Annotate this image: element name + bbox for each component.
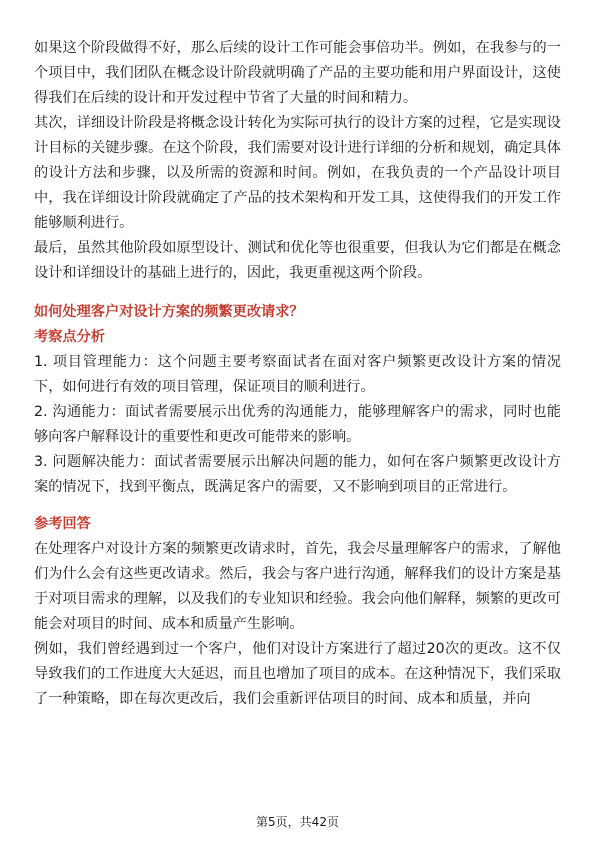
analysis-item: 1. 项目管理能力：这个问题主要考察面试者在面对客户频繁更改设计方案的情况下，如何进行有效的项目管理，保证项目的顺利进行。 xyxy=(34,354,561,395)
analysis-item: 3. 问题解决能力：面试者需要展示出解决问题的能力，如何在客户频繁更改设计方案的情况下，找到平衡点，既满足客户的需要，又不影响到项目的正常进行。 xyxy=(34,454,561,495)
answer-heading: 参考回答 xyxy=(34,516,91,532)
analysis-heading: 考察点分析 xyxy=(34,329,105,345)
question-heading: 如何处理客户对设计方案的频繁更改请求？ xyxy=(34,304,304,320)
intro-paragraph: 其次，详细设计阶段是将概念设计转化为实际可执行的设计方案的过程，它是实现设计目标的关键步骤。在这个阶段，我们需要对设计进行详细的分析和规划，确定具体的设计方法和步骤，以及所需的资源和时间。例如，在我负责的一个产品设计项目中，我在详细设计阶段就确定了产品的技术架构和开发工具，这使得我们的开发工作能够顺利进行。 xyxy=(34,115,561,231)
intro-paragraph: 最后，虽然其他阶段如原型设计、测试和优化等也很重要，但我认为它们都是在概念设计和详细设计的基础上进行的，因此，我更重视这两个阶段。 xyxy=(34,240,561,281)
document-page xyxy=(34,36,561,712)
intro-paragraph: 如果这个阶段做得不好，那么后续的设计工作可能会事倍功半。例如，在我参与的一个项目中，我们团队在概念设计阶段就明确了产品的主要功能和用户界面设计，这使得我们在后续的设计和开发过程中节省了大量的时间和精力。 xyxy=(34,40,561,106)
answer-paragraph: 例如，我们曾经遇到过一个客户，他们对设计方案进行了超过20次的更改。这不仅导致我们的工作进度大大延迟，而且也增加了项目的成本。在这种情况下，我们采取了一种策略，即在每次更改后，我们会重新评估项目的时间、成本和质量，并向 xyxy=(34,641,561,707)
analysis-item: 2. 沟通能力：面试者需要展示出优秀的沟通能力，能够理解客户的需求，同时也能够向客户解释设计的重要性和更改可能带来的影响。 xyxy=(34,404,561,445)
answer-paragraph: 在处理客户对设计方案的频繁更改请求时，首先，我会尽量理解客户的需求，了解他们为什么会有这些更改请求。然后，我会与客户进行沟通，解释我们的设计方案是基于对项目需求的理解，以及我们的专业知识和经验。我会向他们解释，频繁的更改可能会对项目的时间、成本和质量产生影响。 xyxy=(34,541,561,632)
page-number-footer: 第5页，共42页 xyxy=(256,815,339,829)
